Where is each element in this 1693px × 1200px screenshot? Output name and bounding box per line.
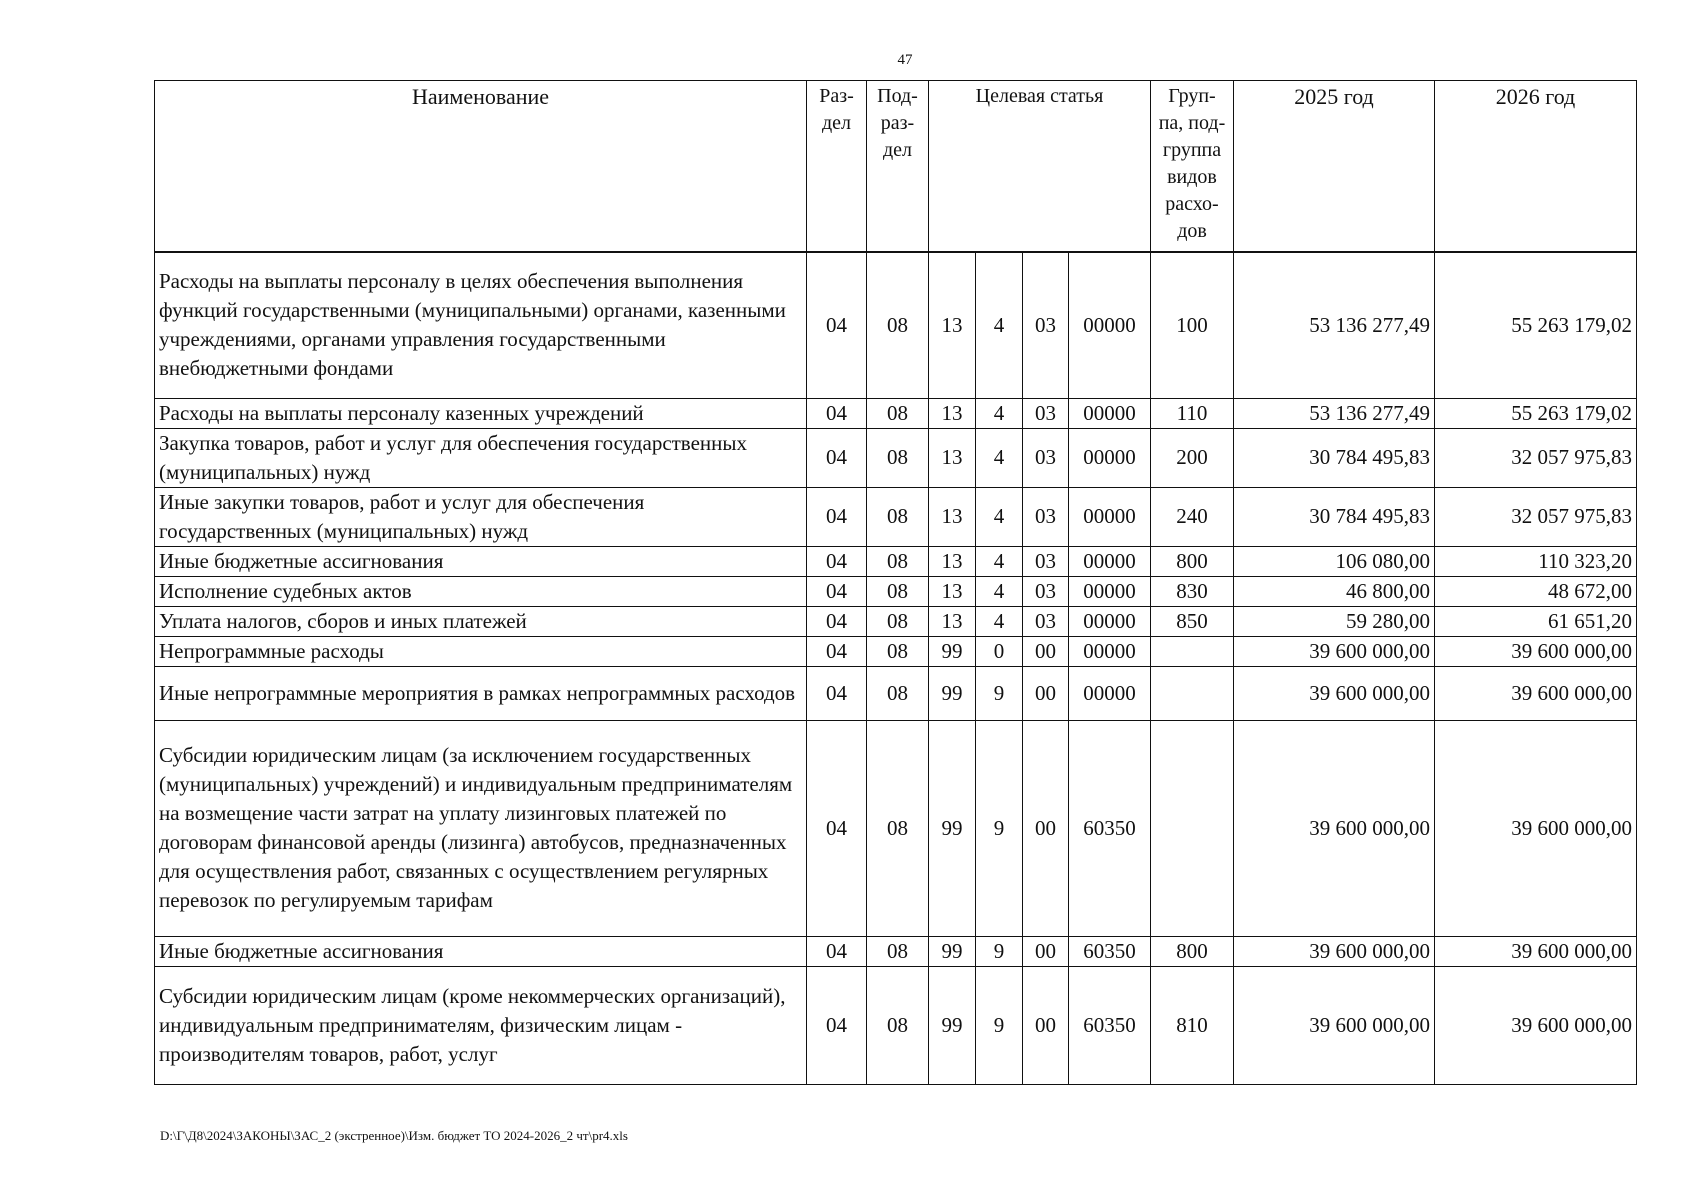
header-year-2026: 2026 год <box>1435 81 1637 253</box>
row-name: Расходы на выплаты персоналу казенных учреждений <box>155 398 807 428</box>
page-number: 47 <box>897 52 913 68</box>
row-target-subprogram: 00 <box>1023 966 1069 1084</box>
row-amount-2025: 39 600 000,00 <box>1234 720 1435 936</box>
header-name-label: Наименование <box>411 84 550 109</box>
row-target-direction: 00000 <box>1069 487 1151 546</box>
row-target-type: 4 <box>976 546 1023 576</box>
row-target-subprogram: 00 <box>1023 720 1069 936</box>
row-amount-2026: 61 651,20 <box>1435 606 1637 636</box>
row-target-subprogram: 03 <box>1023 487 1069 546</box>
row-expense-group <box>1151 666 1234 720</box>
footer-file-path: D:\Г\Д8\2024\ЗАКОНЫ\ЗАС_2 (экстренное)\Изм. бюджет ТО 2024-2026_2 чт\pr4.xls <box>160 1128 628 1143</box>
row-target-subprogram: 00 <box>1023 666 1069 720</box>
table-row <box>155 576 1637 606</box>
row-name: Субсидии юридическим лицам (за исключением государственных (муниципальных) учреждений) и индивидуальным предпринимателям на возмещение части затрат на уплату лизинговых платежей по договорам финансовой аренды (лизинга) автобусов, предназначенных для осуществления работ, связанных с осуществлением регулярных перевозок по регулируемым тарифам <box>155 720 807 936</box>
row-amount-2026: 48 672,00 <box>1435 576 1637 606</box>
row-target-type: 4 <box>976 606 1023 636</box>
row-name: Исполнение судебных актов <box>155 576 807 606</box>
row-target-program: 13 <box>929 546 976 576</box>
row-subsection: 08 <box>867 666 929 720</box>
row-section: 04 <box>807 666 867 720</box>
row-target-program: 13 <box>929 487 976 546</box>
row-target-direction: 00000 <box>1069 252 1151 398</box>
row-subsection: 08 <box>867 398 929 428</box>
row-amount-2025: 30 784 495,83 <box>1234 487 1435 546</box>
row-target-direction: 00000 <box>1069 428 1151 487</box>
table-row <box>155 720 1637 936</box>
header-subsection: Под- раз- дел <box>867 81 929 253</box>
table-row <box>155 666 1637 720</box>
row-section: 04 <box>807 487 867 546</box>
row-target-program: 99 <box>929 936 976 966</box>
row-expense-group: 800 <box>1151 546 1234 576</box>
row-target-direction: 60350 <box>1069 936 1151 966</box>
row-amount-2026: 110 323,20 <box>1435 546 1637 576</box>
row-subsection: 08 <box>867 576 929 606</box>
row-expense-group: 800 <box>1151 936 1234 966</box>
row-section: 04 <box>807 636 867 666</box>
row-target-type: 4 <box>976 576 1023 606</box>
row-section: 04 <box>807 936 867 966</box>
row-target-direction: 00000 <box>1069 398 1151 428</box>
row-name: Иные бюджетные ассигнования <box>155 936 807 966</box>
row-name: Расходы на выплаты персоналу в целях обеспечения выполнения функций государственными (муниципальными) органами, казенными учреждениями, органами управления государственными внебюджетными фондами <box>155 252 807 398</box>
row-subsection: 08 <box>867 428 929 487</box>
row-target-subprogram: 03 <box>1023 252 1069 398</box>
row-target-type: 4 <box>976 398 1023 428</box>
header-target-item: Целевая статья <box>929 81 1151 253</box>
row-section: 04 <box>807 428 867 487</box>
row-amount-2025: 53 136 277,49 <box>1234 252 1435 398</box>
row-section: 04 <box>807 606 867 636</box>
row-target-direction: 00000 <box>1069 666 1151 720</box>
row-expense-group: 200 <box>1151 428 1234 487</box>
row-amount-2026: 39 600 000,00 <box>1435 966 1637 1084</box>
row-amount-2025: 30 784 495,83 <box>1234 428 1435 487</box>
row-subsection: 08 <box>867 546 929 576</box>
row-target-subprogram: 03 <box>1023 428 1069 487</box>
row-expense-group: 100 <box>1151 252 1234 398</box>
row-expense-group: 850 <box>1151 606 1234 636</box>
table-row <box>155 398 1637 428</box>
row-target-program: 13 <box>929 252 976 398</box>
table-row <box>155 546 1637 576</box>
row-subsection: 08 <box>867 966 929 1084</box>
row-subsection: 08 <box>867 606 929 636</box>
row-target-direction: 60350 <box>1069 720 1151 936</box>
row-target-program: 13 <box>929 576 976 606</box>
row-target-program: 99 <box>929 966 976 1084</box>
table-row <box>155 636 1637 666</box>
row-target-direction: 00000 <box>1069 636 1151 666</box>
row-name: Иные непрограммные мероприятия в рамках непрограммных расходов <box>155 666 807 720</box>
row-amount-2025: 39 600 000,00 <box>1234 636 1435 666</box>
row-subsection: 08 <box>867 252 929 398</box>
row-target-program: 13 <box>929 606 976 636</box>
row-subsection: 08 <box>867 720 929 936</box>
row-name: Иные закупки товаров, работ и услуг для обеспечения государственных (муниципальных) нужд <box>155 487 807 546</box>
row-target-subprogram: 03 <box>1023 606 1069 636</box>
row-expense-group <box>1151 636 1234 666</box>
header-expense-group: Груп- па, под- группа видов расхо- дов <box>1151 81 1234 253</box>
table-row <box>155 252 1637 398</box>
row-target-direction: 00000 <box>1069 546 1151 576</box>
row-subsection: 08 <box>867 636 929 666</box>
row-target-type: 4 <box>976 428 1023 487</box>
row-expense-group: 240 <box>1151 487 1234 546</box>
row-target-type: 0 <box>976 636 1023 666</box>
row-amount-2026: 39 600 000,00 <box>1435 636 1637 666</box>
row-target-type: 9 <box>976 936 1023 966</box>
row-target-type: 9 <box>976 666 1023 720</box>
row-target-subprogram: 00 <box>1023 936 1069 966</box>
table-body <box>155 252 1637 1084</box>
row-amount-2025: 39 600 000,00 <box>1234 936 1435 966</box>
header-section: Раз- дел <box>807 81 867 253</box>
row-amount-2025: 106 080,00 <box>1234 546 1435 576</box>
row-amount-2026: 32 057 975,83 <box>1435 428 1637 487</box>
row-name: Непрограммные расходы <box>155 636 807 666</box>
row-target-subprogram: 03 <box>1023 398 1069 428</box>
header-year-2025: 2025 год <box>1234 81 1435 253</box>
row-target-subprogram: 00 <box>1023 636 1069 666</box>
row-subsection: 08 <box>867 487 929 546</box>
row-section: 04 <box>807 966 867 1084</box>
row-subsection: 08 <box>867 936 929 966</box>
row-amount-2025: 39 600 000,00 <box>1234 966 1435 1084</box>
table-header-row <box>155 81 1637 253</box>
row-section: 04 <box>807 576 867 606</box>
row-expense-group: 810 <box>1151 966 1234 1084</box>
row-amount-2026: 55 263 179,02 <box>1435 398 1637 428</box>
row-amount-2026: 32 057 975,83 <box>1435 487 1637 546</box>
table-row <box>155 966 1637 1084</box>
row-target-program: 99 <box>929 636 976 666</box>
row-name: Уплата налогов, сборов и иных платежей <box>155 606 807 636</box>
row-amount-2026: 39 600 000,00 <box>1435 936 1637 966</box>
row-target-program: 13 <box>929 428 976 487</box>
row-target-direction: 60350 <box>1069 966 1151 1084</box>
row-amount-2025: 46 800,00 <box>1234 576 1435 606</box>
row-amount-2026: 39 600 000,00 <box>1435 666 1637 720</box>
row-target-program: 99 <box>929 666 976 720</box>
row-expense-group <box>1151 720 1234 936</box>
row-expense-group: 830 <box>1151 576 1234 606</box>
row-name: Иные бюджетные ассигнования <box>155 546 807 576</box>
table-row <box>155 606 1637 636</box>
row-target-direction: 00000 <box>1069 606 1151 636</box>
row-amount-2025: 59 280,00 <box>1234 606 1435 636</box>
row-amount-2026: 39 600 000,00 <box>1435 720 1637 936</box>
row-target-type: 4 <box>976 252 1023 398</box>
row-amount-2026: 55 263 179,02 <box>1435 252 1637 398</box>
row-section: 04 <box>807 720 867 936</box>
row-name: Закупка товаров, работ и услуг для обеспечения государственных (муниципальных) нужд <box>155 428 807 487</box>
row-target-program: 13 <box>929 398 976 428</box>
row-target-type: 9 <box>976 720 1023 936</box>
header-name <box>155 81 807 253</box>
row-target-subprogram: 03 <box>1023 546 1069 576</box>
row-target-type: 9 <box>976 966 1023 1084</box>
table-row <box>155 428 1637 487</box>
row-amount-2025: 53 136 277,49 <box>1234 398 1435 428</box>
row-target-direction: 00000 <box>1069 576 1151 606</box>
budget-table <box>154 80 1637 1085</box>
table-row <box>155 487 1637 546</box>
row-amount-2025: 39 600 000,00 <box>1234 666 1435 720</box>
row-expense-group: 110 <box>1151 398 1234 428</box>
row-name: Субсидии юридическим лицам (кроме некоммерческих организаций), индивидуальным предпринимателям, физическим лицам - производителям товаров, работ, услуг <box>155 966 807 1084</box>
row-target-program: 99 <box>929 720 976 936</box>
row-section: 04 <box>807 546 867 576</box>
row-target-subprogram: 03 <box>1023 576 1069 606</box>
row-section: 04 <box>807 398 867 428</box>
row-section: 04 <box>807 252 867 398</box>
table-row <box>155 936 1637 966</box>
row-target-type: 4 <box>976 487 1023 546</box>
